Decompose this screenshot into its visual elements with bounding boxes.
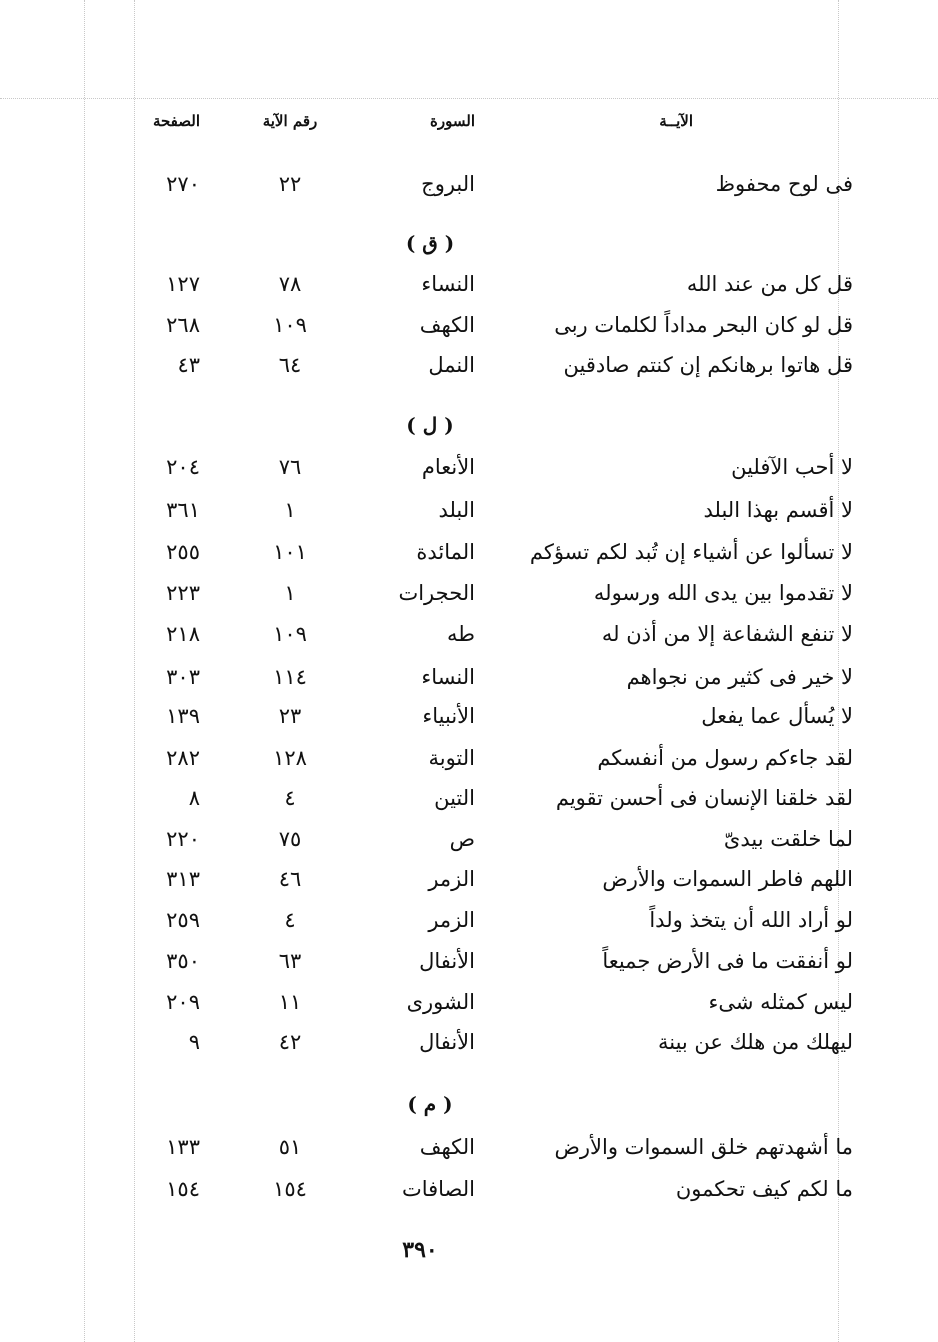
- row-surah: طه: [447, 622, 475, 646]
- table-row: [60, 1025, 853, 1059]
- row-verse-number: ٤: [284, 908, 296, 932]
- row-surah: الصافات: [401, 1177, 475, 1201]
- row-ayah: لقد جاءكم رسول من أنفسكم: [597, 746, 853, 770]
- table-row: [60, 741, 853, 775]
- row-verse-number: ٥١: [278, 1135, 302, 1159]
- row-surah: ص: [449, 827, 475, 851]
- table-row: [60, 493, 853, 527]
- row-surah: الزمر: [428, 908, 475, 932]
- row-ayah: قل كل من عند الله: [686, 272, 853, 296]
- table-row: [60, 660, 853, 694]
- table-row: [60, 781, 853, 815]
- header-ayah: الآيــة: [659, 112, 693, 130]
- header-verse-number: رقم الآية: [262, 112, 318, 130]
- row-surah: النساء: [421, 665, 475, 689]
- table-row: [60, 903, 853, 937]
- row-verse-number: ٢٣: [278, 704, 302, 728]
- table-row: [60, 822, 853, 856]
- table-row: [60, 1172, 853, 1206]
- row-verse-number: ١١: [278, 990, 302, 1014]
- row-surah: النمل: [428, 353, 475, 377]
- row-verse-number: ٧٦: [278, 455, 302, 479]
- row-page: ١٢٧: [166, 272, 200, 296]
- row-verse-number: ٤٦: [278, 867, 302, 891]
- row-page: ٩: [188, 1030, 200, 1054]
- row-page: ٢٧٠: [166, 172, 200, 196]
- row-page: ٣٠٣: [166, 665, 200, 689]
- header-page: الصفحة: [152, 112, 200, 130]
- row-page: ٢٢٠: [166, 827, 200, 851]
- row-page: ٢٠٤: [166, 455, 200, 479]
- row-page: ٣٥٠: [166, 949, 200, 973]
- header-surah: السورة: [430, 112, 475, 130]
- row-verse-number: ١: [284, 581, 296, 605]
- table-row: [60, 348, 853, 382]
- row-ayah: لا تسألوا عن أشياء إن تُبد لكم تسؤكم: [529, 540, 853, 564]
- row-ayah: قل هاتوا برهانكم إن كنتم صادقين: [563, 353, 853, 377]
- row-ayah: لا تنفع الشفاعة إلا من أذن له: [601, 622, 853, 646]
- section-letter: ( ق ): [405, 231, 455, 255]
- row-verse-number: ١٢٨: [273, 746, 307, 770]
- row-verse-number: ٦٤: [278, 353, 302, 377]
- row-verse-number: ١: [284, 498, 296, 522]
- row-page: ٢٥٩: [166, 908, 200, 932]
- table-row: [60, 576, 853, 610]
- row-verse-number: ١٠٩: [273, 622, 307, 646]
- row-surah: الأنعام: [421, 455, 475, 479]
- table-row: [60, 267, 853, 301]
- row-page: ٣١٣: [166, 867, 200, 891]
- row-verse-number: ٧٥: [278, 827, 302, 851]
- row-verse-number: ٤: [284, 786, 296, 810]
- row-page: ٤٣: [177, 353, 200, 377]
- row-page: ٢٠٩: [166, 990, 200, 1014]
- table-row: [60, 308, 853, 342]
- row-surah: المائدة: [416, 540, 475, 564]
- row-surah: الأنفال: [419, 949, 475, 973]
- row-page: ٢١٨: [166, 622, 200, 646]
- row-surah: البروج: [421, 172, 475, 196]
- table-row: [60, 450, 853, 484]
- table-row: [60, 617, 853, 651]
- table-row: [60, 167, 853, 201]
- table-row: [60, 535, 853, 569]
- row-ayah: لا خير فى كثير من نجواهم: [626, 665, 853, 689]
- row-ayah: لا يُسأل عما يفعل: [701, 704, 853, 728]
- row-ayah: لا أحب الآفلين: [731, 455, 853, 479]
- row-page: ٨: [188, 786, 200, 810]
- row-ayah: ما لكم كيف تحكمون: [675, 1177, 853, 1201]
- row-page: ٢٦٨: [166, 313, 200, 337]
- row-ayah: ليس كمثله شىء: [708, 990, 853, 1014]
- row-ayah: ما أشهدتهم خلق السموات والأرض: [554, 1135, 853, 1159]
- row-page: ٢٢٣: [166, 581, 200, 605]
- row-page: ٣٦١: [166, 498, 200, 522]
- table-row: [60, 862, 853, 896]
- section-letter: ( م ): [407, 1092, 453, 1116]
- row-surah: الكهف: [419, 1135, 475, 1159]
- row-verse-number: ١١٤: [273, 665, 307, 689]
- row-surah: الزمر: [428, 867, 475, 891]
- row-page: ١٣٩: [166, 704, 200, 728]
- row-surah: الأنبياء: [422, 704, 475, 728]
- row-surah: الأنفال: [419, 1030, 475, 1054]
- row-verse-number: ١٠١: [273, 540, 307, 564]
- row-page: ٢٥٥: [166, 540, 200, 564]
- row-verse-number: ٤٢: [278, 1030, 302, 1054]
- scan-guide-line: [0, 98, 938, 99]
- row-surah: النساء: [421, 272, 475, 296]
- row-ayah: لما خلقت بيدىّ: [723, 827, 853, 851]
- row-ayah: لو أراد الله أن يتخذ ولداً: [649, 908, 853, 932]
- row-surah: البلد: [438, 498, 475, 522]
- row-verse-number: ١٥٤: [273, 1177, 307, 1201]
- table-row: [60, 944, 853, 978]
- row-page: ٢٨٢: [166, 746, 200, 770]
- row-verse-number: ١٠٩: [273, 313, 307, 337]
- row-ayah: اللهم فاطر السموات والأرض: [602, 867, 853, 891]
- row-surah: التوبة: [428, 746, 475, 770]
- page-number: ٣٩٠: [402, 1237, 438, 1263]
- table-row: [60, 699, 853, 733]
- row-ayah: قل لو كان البحر مداداً لكلمات ربى: [554, 313, 853, 337]
- table-row: [60, 1130, 853, 1164]
- row-ayah: لا تقدموا بين يدى الله ورسوله: [593, 581, 853, 605]
- row-page: ١٣٣: [166, 1135, 200, 1159]
- row-ayah: فى لوح محفوظ: [715, 172, 853, 196]
- section-letter: ( ل ): [406, 413, 454, 437]
- row-ayah: لو أنفقت ما فى الأرض جميعاً: [602, 949, 853, 973]
- row-verse-number: ٢٢: [278, 172, 302, 196]
- row-surah: الكهف: [419, 313, 475, 337]
- table-row: [60, 985, 853, 1019]
- table-header: [60, 104, 820, 138]
- row-surah: التين: [434, 786, 475, 810]
- row-verse-number: ٦٣: [278, 949, 302, 973]
- row-verse-number: ٧٨: [278, 272, 302, 296]
- row-ayah: لقد خلقنا الإنسان فى أحسن تقويم: [555, 786, 853, 810]
- row-surah: الشورى: [406, 990, 475, 1014]
- row-ayah: ليهلك من هلك عن بينة: [657, 1030, 853, 1054]
- row-page: ١٥٤: [166, 1177, 200, 1201]
- row-ayah: لا أقسم بهذا البلد: [703, 498, 853, 522]
- row-surah: الحجرات: [398, 581, 475, 605]
